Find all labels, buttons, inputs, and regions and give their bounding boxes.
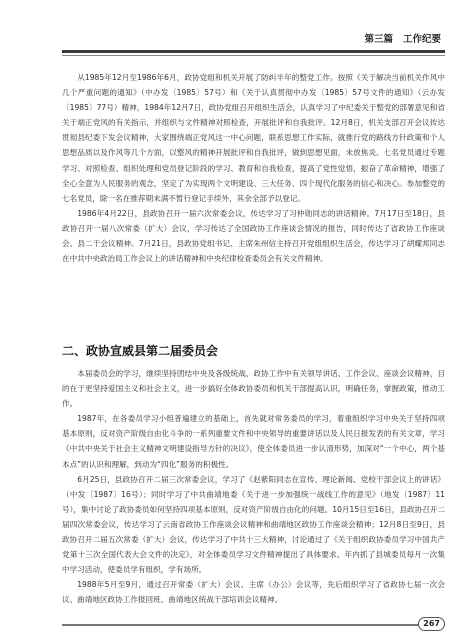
paragraph: 1987年，在各委员学习小组普遍建立的基础上，首先就对常务委员的学习，着重组织学习中央关于坚持四项基本原则，反对资产阶级自由化斗争的一系列重要文件和中央领导的重要讲话以及人民日报发表的有关文章，学习《中共中央关于社会主义精神文明建设指导方针的决议》，使全体委员进一步认清形势，加深对“一个中心，两个基本点”的认识和理解，到动为“四化”服务的积极性。 [62, 414, 445, 469]
header-text [364, 31, 441, 45]
header-title: 工作纪要 [402, 34, 441, 45]
paragraph: 从1985年12月至1986年6月，政协党组和机关开展了防纠半年的整党工作。按照《关于解决当前机关作风中几个严重问题的通知》（中办发〔1985〕57号）和《关于认真贯彻中办发〔1985〕57号文件的通知》（云办发〔1985〕77号）精神，1984年12月7日，政协党组召开组织生活会，认真学习了中纪委关于整党的部署意见和省关于端正党风的有关指示，并组织与文件精神对照检查，开展批评和自我批评。12月8日，机关支部召开会议传达贯彻县纪委下发会议精神，大家围绕端正党风这一中心问题，联系思想工作实际，就推行党的路线方针政策和个人思想品质以及作风等几个方面，以整风的精神开展批评和自我批评，做到思想见面，未放焦炎。七名党员通过专题学习、对照检查、组织处理和党员登记阶段的学习、教育和自我检查，提高了党性觉悟，振奋了革命精神，增强了全心全意为人民服务的观念，坚定了为实现两个文明建设、三大任务、四个现代化服务的信心和决心。参加整党的七名党员，除一名在推荐期未满不暂行登记手续外，其余全部予以登记。 [62, 73, 445, 203]
page-number: 267 [418, 617, 445, 631]
header-divider [62, 55, 445, 56]
footer-divider [62, 624, 445, 626]
paragraph: 1986年4月22日，县政协召开一届六次常委会议，传达学习了习仲勋同志的讲话精神。7月17日至18日，县政协召开一届八次常委（扩大）会议，学习传达了全国政协工作座谈会情况的报告，同时传达了省政协工作座谈会、县二干会议精神。7月21日，县政协党组书记、主席朱州信主持召开党组组织生活会，传达学习了胡耀邦同志在中共中央政治局工作会议上的讲话精神和中央纪律检查委员会有关文件精神。 [62, 208, 445, 264]
paragraph: 6月25日，县政协召开二届三次常委会议，学习了《赵紫阳同志在宣传、理论新闻、党校干部会议上的讲话》（中发〔1987〕16号）；同时学习了中共曲靖地委《关于进一步加强统一战线工作的意见》（地发〔1987〕11号），集中讨论了政协委员如何坚持四项基本原则，反对资产阶级自由化的问题。10月15日至16日，县政协召开二届四次常委会议，传达学习了云南省政协工作座谈会议精神和曲靖地区政协工作座谈会精神；12月8日至9日，县政协召开二届五次常委（扩大）会议，传达学习了中共十三大精神，讨论通过了《关于组织政协委员学习中国共产党第十三次全国代表大会文件的决定》，对全体委员学习文件精神提出了具体要求。年内抓了县城委员每月一次集中学习活动，使委员学有组织，学有场所。 [62, 474, 445, 575]
body-block-2 [62, 366, 445, 608]
section-heading: 二、政协宣威县第二届委员会 [62, 344, 219, 358]
paragraph: 本届委员会的学习，继续坚持团结中央及各级统战、政协工作中有关领导讲话、工作会议、座谈会议精神，目的在于更坚持爱国主义和社会主义，进一步搞好全体政协委员和机关干部提高认识，明确任务，掌握政策，推动工作。 [62, 369, 445, 409]
body-block-1 [62, 70, 445, 266]
header-part: 第三篇 [364, 34, 393, 45]
running-header [62, 28, 445, 53]
paragraph: 1988年5月至9月，通过召开常委（扩大）会议、主席（办公）会议等，先后组织学习了省政协七届一次会议、曲靖地区政协工作报回班、曲靖地区统战干部培训会议精神。 [62, 580, 445, 605]
